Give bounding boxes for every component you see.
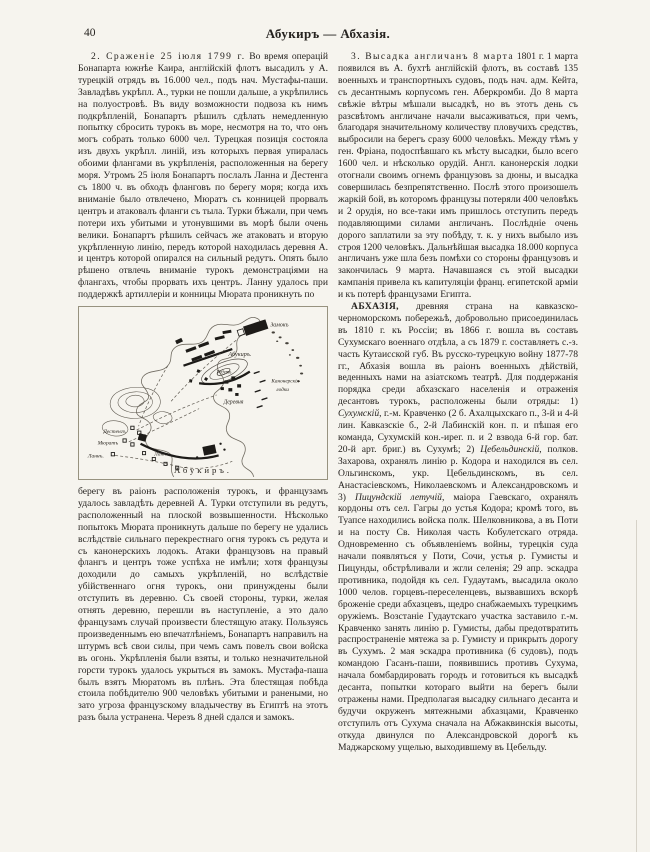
page-header bbox=[78, 26, 578, 48]
two-column-layout bbox=[78, 51, 578, 753]
left-column bbox=[78, 51, 328, 753]
turkish-troops bbox=[175, 330, 231, 362]
map-label-lannes-mid: Ланнъ bbox=[154, 451, 169, 458]
page-scan-edge bbox=[636, 520, 637, 852]
paragraph-battle-1799-continued: берегу въ раіонъ расположенія турокъ, и французамъ удалось завладѣть деревней А. Турки отступили въ редутъ, расположенный на плоской возвышенности. Нѣсколько попытокъ Мюрата проникнуть дальше по берегу не удались вслѣдствіе сильнаго перекрестнаго огня турокъ съ редута и съ канонерскихъ лодокъ. Атаки французовъ на правый флангъ и центръ тоже успѣха не имѣли; хотя французы доходили до самыхъ укрѣпленій, но вслѣдствіе убійственнаго огня турокъ, они принуждены были отступить въ деревню. Съ своей стороны, турки, желая отнять деревню, перешли въ наступленіе, а это дало французамъ случай произвести блестящую атаку. Пользуясь произведеннымъ ею впечатлѣніемъ, Бонапартъ направилъ на штурмъ всѣ свои силы, при чемъ самъ повелъ свои войска въ огонь. Укрѣпленія были взяты, и только незначительной горсти турокъ удалось укрыться въ замокъ. Мустафа-паша былъ взятъ Мюратомъ въ плѣнъ. Эта блестящая побѣда стоила побѣдителю 900 человѣкъ убитыми и ранеными, но зато угроза французскому владычеству въ Египтѣ на этотъ разъ была устранена. Черезъ 8 дней сдался и замокъ. bbox=[78, 486, 328, 724]
page-number: 40 bbox=[84, 27, 96, 39]
right-column bbox=[338, 51, 578, 753]
map-label-redoubt: Редутъ bbox=[216, 370, 232, 376]
map-label-murat: Мюратъ bbox=[97, 440, 119, 447]
islets bbox=[271, 331, 304, 385]
map-caption: Абукиръ. bbox=[174, 465, 232, 476]
page-content bbox=[78, 26, 578, 753]
map-label-castle: Замокъ bbox=[270, 322, 289, 329]
paragraph-abkhazia-article: АБХАЗІЯ, древняя страна на кавказско-черноморскомъ побережьѣ, добровольно присоединилась въ 1810 г. къ Россіи; въ 1866 г. вошла въ составъ Сухумскаго военнаго отдѣла, а съ 1879 г. составляетъ с.-з. часть Кутаисской губ. Въ русско-турецкую войну 1877-78 гг., Абхазія вошла въ раіонъ военныхъ дѣйствій, веденныхъ нами на азіатскомъ театрѣ. Для поддержанія порядка среди абхазскаго населенія и отраженія десантовъ турокъ, расположены были отряды: 1) Сухумскій, г.-м. Кравченко (2 б. Ахалцыхскаго п., 3-й и 4-й лин. Кавказскіе б., 2-й Лабинскій кон. п. и пѣшая его команда, Сухумскій кон.-ирег. п. и 2 взвода 6-й гор. бат. 20-й арт. бриг.) въ Сухумѣ; 2) Цебельдинскій, полков. Захарова, охранялъ линію р. Кодора и находился въ сел. Ольгинскомъ, укр. Цебельдинскомъ, въ сел. Анастасіевскомъ, Николаевскомъ и Александровскомъ и 3) Пицундскій летучій, маіора Гаевскаго, охранялъ кордоны отъ сел. Гагры до устья Кодора; кромѣ того, въ Туапсе находились войска полк. Шелковникова, а въ Поти и на посту Св. Николая часть Кобулетскаго отряда. Одновременно съ объявленіемъ войны, турецкія суда начали появляться у Поти, Сочи, устья р. Гумисты и Пицунды, обстрѣливали и жгли селенія; 29 апр. эскадра противника, подойдя къ сел. Гудаутамъ, высадила около 1000 челов. горцевъ-переселенцевъ, вызвавшихъ вскорѣ броженіе среди абхазцевъ, щедро снабжаемыхъ турецкимъ оружіемъ. Возстаніе Гудаутскаго участка заставило г.-м. Кравченко занять линію р. Гумисты, дабы предотвратить распространеніе мятежа за р. Гумисту и прикрыть дорогу въ Сухумъ. 2 мая эскадра противника (6 судовъ), подъ командою Гасанъ-паши, появившись противъ Сухума, начала бомбардировать городъ и готовиться къ высадкѣ десанта, попытки котораго выйти на берегъ были отражены нами. Предполагая высадку сильнаго десанта и будучи окруженъ мятежными абхазцами, Кравченко отступилъ отъ Сухума сначала на Абжаквинскія высоты, откуда двинулся по Александровской дорогѣ къ Маджарскому ущелью, выходившему въ Цебельду. bbox=[338, 301, 579, 753]
castle-mark bbox=[237, 319, 269, 338]
entrenchment-line-1 bbox=[183, 349, 232, 366]
gunboat-marks bbox=[254, 372, 268, 408]
battle-map-illustration bbox=[80, 308, 326, 478]
battle-map-figure bbox=[78, 306, 328, 480]
map-label-destaing: Дестенгъ bbox=[103, 429, 126, 436]
map-label-lannes-left: Ланнъ. bbox=[87, 453, 104, 460]
paragraph-battle-1799: 2. Сраженіе 25 іюля 1799 г. Во время операцій Бонапарта южнѣе Каира, англійскій флотъ высадилъ у А. турецкій отрядъ въ 16.000 чел., подъ нач. Мустафы-паши. Завладѣвъ укрѣпл. А., турки не пошли дальше, а укрѣпились на полуостровѣ. Въ виду возможности подвоза къ нимъ подкрѣпленій, Бонапартъ рѣшилъ сдѣлать немедленную попытку сбросить турокъ въ море, несмотря на то, что онъ могъ собрать только 6000 чел. Турецкая позиція состояла изъ двухъ укрѣпл. линій, изъ которыхъ первая упиралась обоими флангами въ укрѣпленія, расположенныя на берегу моря. Утромъ 25 іюля Бонапартъ послалъ Ланна и Дестенга съ 1800 ч. въ обходъ фланговъ по берегу моря; когда ихъ вниманіе было отвлечено, Мюратъ съ конницей прорвалъ центръ и атаковалъ фланги съ тыла. Турки бѣжали, при чемъ потери ихъ убитыми и утонувшими въ морѣ были очень велики. Бонапартъ рѣшилъ сейчасъ же атаковать и вторую укрѣпленную линію, передъ которой находилась деревня А. и центръ которой опирался на сильный редутъ. Опять было рѣшено отвлечь вниманіе турокъ демонстраціями на флангахъ, чтобы прорвать ихъ центръ. Ланну удалось при поддержкѣ артиллеріи и конницы Мюрата проникнуть по bbox=[78, 51, 329, 301]
map-label-village: Деревня bbox=[223, 399, 244, 406]
map-label-town: Абукиръ. bbox=[228, 351, 252, 358]
running-head: Абукиръ — Абхазія. bbox=[265, 26, 391, 41]
paragraph-landing-1801: 3. Высадка англичанъ 8 марта 1801 г. 1 марта появился въ А. бухтѣ англійскій флотъ, въ составѣ 135 военныхъ и транспортныхъ судовъ, подъ нач. адм. Кейта, съ десантнымъ корпусомъ ген. Аберкромби. До 8 марта свѣжіе вѣтры мѣшали высадкѣ, но въ этотъ день съ разсвѣтомъ англичане начали высаживаться, при чемъ, благодаря значительному количеству пловучихъ средствъ, выбросили на берегъ сразу 6000 человѣкъ. Между тѣмъ у ген. Фріана, подоспѣвшаго къ мѣсту высадки, было всего 1600 чел. и нѣсколько орудій. Англ. канонерскія лодки отогнали своимъ огнемъ французовъ за дюны, и высадка совершилась безпрепятственно. Послѣ этого произошелъ жаркій бой, въ которомъ французы потеряли 400 человѣкъ и 2 орудія, но все-таки имъ пришлось отступить передъ подавляющими силами англичанъ. Послѣдніе очень дорого заплатили за эту побѣду, т. к. у нихъ выбыло изъ строя 1200 человѣкъ. Дальнѣйшая высадка 18.000 корпуса англичанъ уже шла безъ помѣхи со стороны французовъ и закончилась 9 марта. Начавшаяся съ этой высадки кампанія привела къ капитуляціи франц. египетской арміи и къ потерѣ французами Египта. bbox=[338, 51, 578, 301]
map-label-gunboats-1: Канонерскія bbox=[271, 378, 300, 385]
map-label-gunboats-2: лодки bbox=[276, 387, 289, 394]
